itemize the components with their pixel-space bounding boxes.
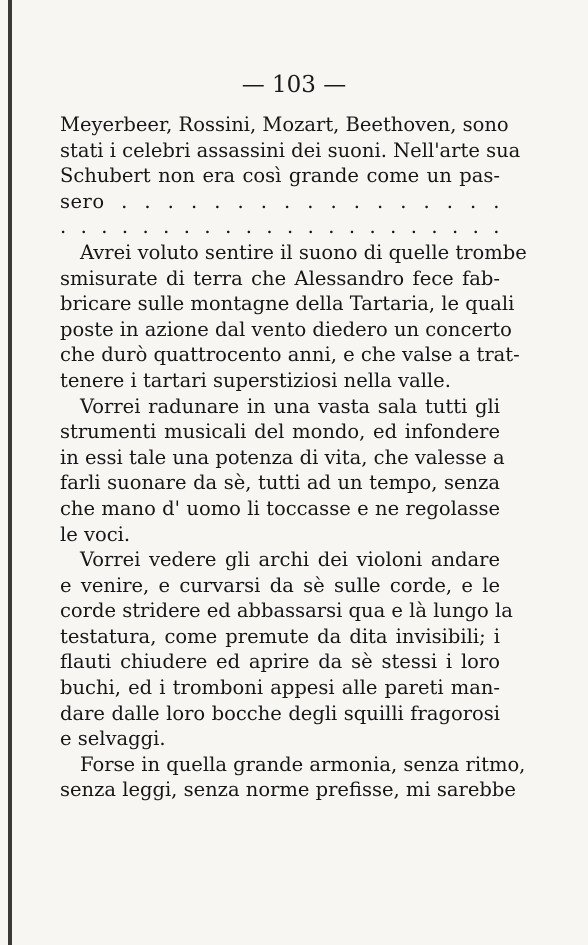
text-line: che mano d' uomo li toccasse e ne regolasse [60,496,500,520]
text-line: testatura, come premute da dita invisibili; i [60,624,500,648]
text-line: smisurate di terra che Alessandro fece fab- [60,266,500,290]
text-line: bricare sulle montagne della Tartaria, le quali [60,292,515,316]
text-line: e selvaggi. [60,727,166,751]
page-binding-edge [8,0,12,945]
text-line: . . . . . . . . . . . . . . . . . . . . . . [60,215,500,239]
text-line: Schubert non era così grande come un pas- [60,164,500,188]
text-line: le voci. [60,522,131,546]
text-line: senza leggi, senza norme prefisse, mi sarebbe [60,778,516,802]
text-line: sero . . . . . . . . . . . . . . . . . [60,189,500,213]
text-line: in essi tale una potenza di vita, che valesse a [60,445,505,469]
text-line: Vorrei vedere gli archi dei violoni andare [80,548,500,572]
text-line: Meyerbeer, Rossini, Mozart, Beethoven, sono [60,113,509,136]
text-line: Avrei voluto sentire il suono di quelle trombe [80,240,527,264]
text-line: e venire, e curvarsi da sè sulle corde, e le [60,573,500,597]
body-text [60,112,527,803]
text-line: Forse in quella grande armonia, senza ritmo, [80,752,526,776]
text-line: buchi, ed i tromboni appesi alle pareti man- [60,676,500,700]
text-line: Vorrei radunare in una vasta sala tutti gli [80,394,500,418]
text-line: poste in azione dal vento diedero un concerto [60,317,512,341]
text-line: corde stridere ed abbassarsi qua e là lungo la [60,599,513,623]
text-line: strumenti musicali del mondo, ed infondere [60,420,500,444]
text-line: stati i celebri assassini dei suoni. Nell'arte sua [60,138,521,162]
text-line: flauti chiudere ed aprire da sè stessi i loro [60,650,500,674]
text-line: farli suonare da sè, tutti ad un tempo, senza [60,471,500,495]
page-number: — 103 — [241,72,347,98]
text-line: dare dalle loro bocche degli squilli fragorosi [60,701,500,725]
text-line: tenere i tartari superstiziosi nella valle. [60,368,451,392]
text-line: che durò quattrocento anni, e che valse a trat- [60,343,520,367]
